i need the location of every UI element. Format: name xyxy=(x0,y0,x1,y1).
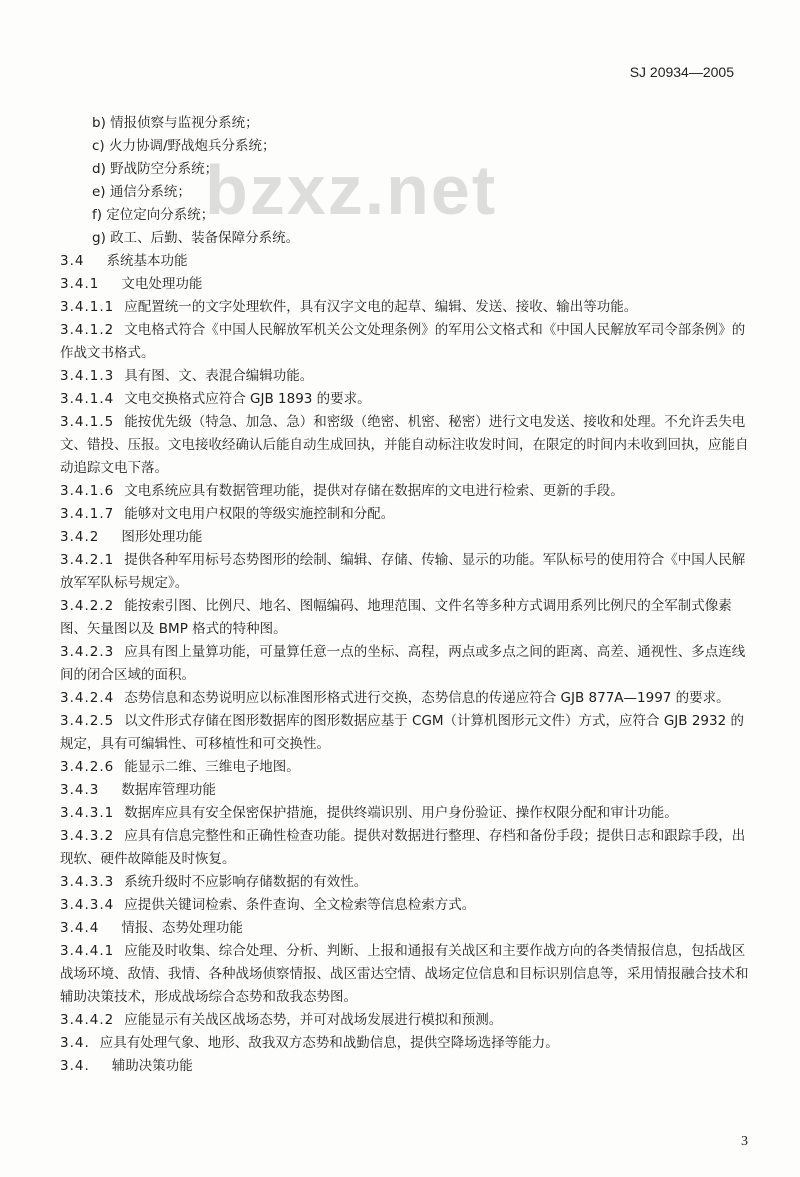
clause-number: 3.4.2.1 xyxy=(60,552,115,568)
clause-number: 3.4.3.2 xyxy=(60,828,115,844)
document-body xyxy=(60,112,750,1078)
clause-text: 文电格式符合《中国人民解放军机关公文处理条例》的军用公文格式和《中国人民解放军司令部条例》的作战文书格式。 xyxy=(60,322,746,361)
clause xyxy=(60,894,750,917)
list-item: f) 定位定向分系统； xyxy=(92,207,215,223)
section-title: 系统基本功能 xyxy=(106,253,188,269)
clause-text: 以文件形式存储在图形数据库的图形数据应基于 CGM（计算机图形元文件）方式，应符合 GJB 2932 的规定，具有可编辑性、可移植性和可交换性。 xyxy=(60,713,744,752)
clause xyxy=(60,1032,750,1055)
clause xyxy=(60,756,750,779)
section-number: 3.4. xyxy=(60,1058,90,1074)
clause-number: 3.4.2.6 xyxy=(60,759,115,775)
watermark: bzxz.net xyxy=(205,151,498,229)
section-heading xyxy=(60,250,750,273)
clause-number: 3.4. xyxy=(60,1035,90,1051)
clause xyxy=(60,802,750,825)
clause-text: 能够对文电用户权限的等级实施控制和分配。 xyxy=(124,506,395,522)
clause-text: 应具有处理气象、地形、敌我双方态势和战勤信息，提供空降场选择等能力。 xyxy=(99,1035,559,1051)
clause-number: 3.4.1.7 xyxy=(60,506,115,522)
clause-number: 3.4.4.2 xyxy=(60,1012,115,1028)
clause-text: 提供各种军用标号态势图形的绘制、编辑、存储、传输、显示的功能。军队标号的使用符合《中国人民解放军军队标号规定》。 xyxy=(60,552,746,591)
clause-number: 3.4.2.2 xyxy=(60,598,115,614)
clause-number: 3.4.3.1 xyxy=(60,805,115,821)
list-item: e) 通信分系统； xyxy=(92,184,191,200)
clause-number: 3.4.1.4 xyxy=(60,391,115,407)
standard-code: SJ 20934—2005 xyxy=(629,64,734,80)
clause-number: 3.4.1.5 xyxy=(60,414,115,430)
clause-number: 3.4.4.1 xyxy=(60,943,115,959)
clause-number: 3.4.2.4 xyxy=(60,690,115,706)
clause xyxy=(60,503,750,526)
section-title: 图形处理功能 xyxy=(121,529,203,545)
clause xyxy=(60,365,750,388)
section-number: 3.4 xyxy=(60,253,85,269)
clause-text: 文电系统应具有数据管理功能，提供对存储在数据库的文电进行检索、更新的手段。 xyxy=(124,483,624,499)
list-item: g) 政工、后勤、装备保障分系统。 xyxy=(92,230,300,246)
clause xyxy=(60,687,750,710)
clause xyxy=(60,549,750,595)
clause-text: 态势信息和态势说明应以标准图形格式进行交换，态势信息的传递应符合 GJB 877A—1997 的要求。 xyxy=(124,690,730,706)
clause xyxy=(60,710,750,756)
page-number: 3 xyxy=(741,1134,748,1149)
section-title: 数据库管理功能 xyxy=(121,782,216,798)
section-heading xyxy=(60,917,750,940)
section-heading xyxy=(60,1055,750,1078)
section-number: 3.4.1 xyxy=(60,276,100,292)
clause-number: 3.4.3.4 xyxy=(60,897,115,913)
clause-text: 应提供关键词检索、条件查询、全文检索等信息检索方式。 xyxy=(124,897,476,913)
clause-number: 3.4.1.2 xyxy=(60,322,115,338)
clause-text: 系统升级时不应影响存储数据的有效性。 xyxy=(124,874,368,890)
section-heading xyxy=(60,779,750,802)
clause xyxy=(60,319,750,365)
list-item: b) 情报侦察与监视分系统； xyxy=(92,115,259,131)
clause-number: 3.4.1.3 xyxy=(60,368,115,384)
clause-number: 3.4.2.3 xyxy=(60,644,115,660)
clause-text: 能按索引图、比例尺、地名、图幅编码、地理范围、文件名等多种方式调用系列比例尺的全军制式像素图、矢量图以及 BMP 格式的特种图。 xyxy=(60,598,732,637)
clause-text: 具有图、文、表混合编辑功能。 xyxy=(124,368,314,384)
clause xyxy=(60,595,750,641)
clause-number: 3.4.1.6 xyxy=(60,483,115,499)
clause xyxy=(60,296,750,319)
section-number: 3.4.4 xyxy=(60,920,100,936)
clause xyxy=(60,871,750,894)
section-title: 辅助决策功能 xyxy=(111,1058,193,1074)
clause-text: 能按优先级（特急、加急、急）和密级（绝密、机密、秘密）进行文电发送、接收和处理。不允许丢失电文、错投、压报。文电接收经确认后能自动生成回执，并能自动标注收发时间，在限定的时间内未收到回执，应能自动追踪文电下落。 xyxy=(60,414,749,476)
clause xyxy=(60,1009,750,1032)
clause-text: 能显示二维、三维电子地图。 xyxy=(124,759,300,775)
clause-text: 应能及时收集、综合处理、分析、判断、上报和通报有关战区和主要作战方向的各类情报信息，包括战区战场环境、敌情、我情、各种战场侦察情报、战区雷达空情、战场定位信息和目标识别信息等，采用情报融合技术和辅助决策技术，形成战场综合态势和敌我态势图。 xyxy=(60,943,749,1005)
list-item: c) 火力协调/野战炮兵分系统； xyxy=(92,138,276,154)
clause-text: 应具有信息完整性和正确性检查功能。提供对数据进行整理、存档和备份手段；提供日志和跟踪手段，出现软、硬件故障能及时恢复。 xyxy=(60,828,746,867)
section-title: 情报、态势处理功能 xyxy=(121,920,243,936)
clause-text: 应具有图上量算功能，可量算任意一点的坐标、高程，两点或多点之间的距离、高差、通视性、多点连线间的闭合区域的面积。 xyxy=(60,644,746,683)
section-heading xyxy=(60,526,750,549)
section-heading xyxy=(60,273,750,296)
clause xyxy=(60,825,750,871)
clause xyxy=(60,940,750,1009)
section-title: 文电处理功能 xyxy=(121,276,203,292)
clause-text: 应能显示有关战区战场态势，并可对战场发展进行模拟和预测。 xyxy=(124,1012,503,1028)
clause xyxy=(60,411,750,480)
section-number: 3.4.3 xyxy=(60,782,100,798)
clause-text: 应配置统一的文字处理软件，具有汉字文电的起草、编辑、发送、接收、输出等功能。 xyxy=(124,299,638,315)
clause xyxy=(60,480,750,503)
clause xyxy=(60,388,750,411)
clause-text: 文电交换格式应符合 GJB 1893 的要求。 xyxy=(124,391,371,407)
clause-number: 3.4.3.3 xyxy=(60,874,115,890)
clause-number: 3.4.2.5 xyxy=(60,713,115,729)
clause-number: 3.4.1.1 xyxy=(60,299,115,315)
list-item: d) 野战防空分系统； xyxy=(92,161,219,177)
section-number: 3.4.2 xyxy=(60,529,100,545)
clause xyxy=(60,641,750,687)
clause-text: 数据库应具有安全保密保护措施，提供终端识别、用户身份验证、操作权限分配和审计功能。 xyxy=(124,805,678,821)
